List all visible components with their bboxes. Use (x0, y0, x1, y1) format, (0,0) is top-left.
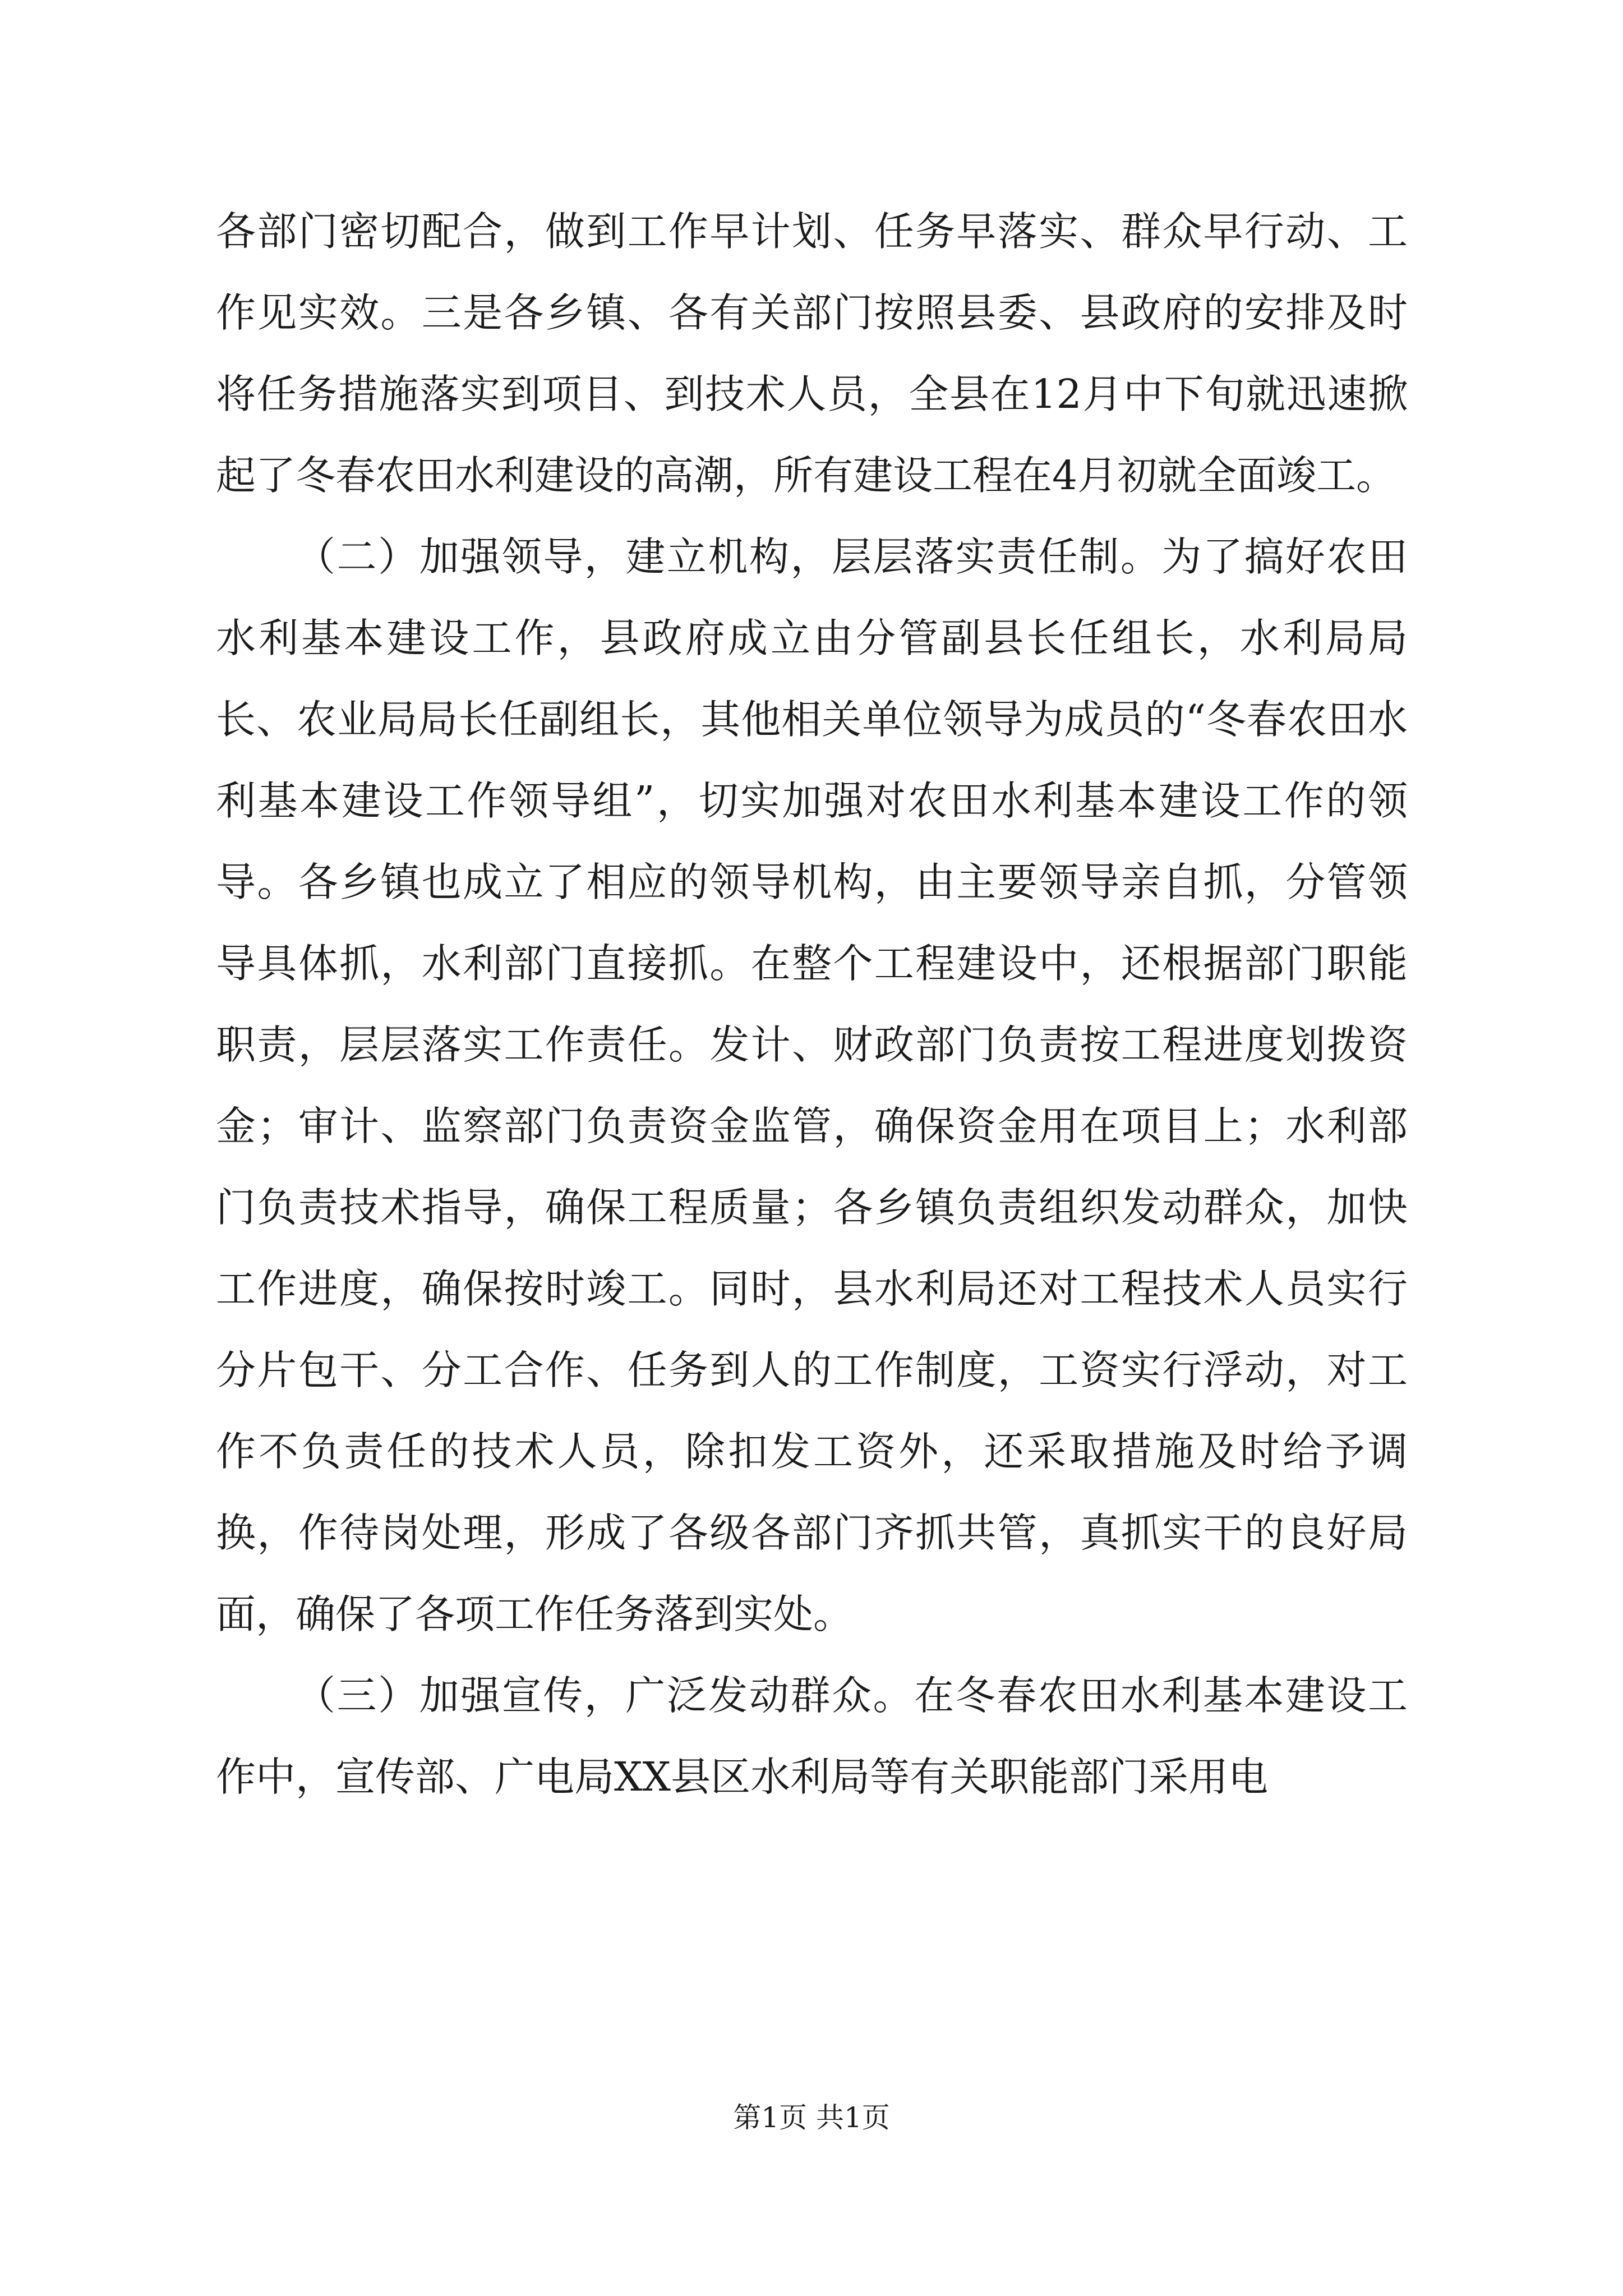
page-number: 第1页 共1页 (733, 2101, 890, 2134)
paragraph-section-three: （三）加强宣传，广泛发动群众。在冬春农田水利基本建设工作中，宣传部、广电局XX县区水利局等有关职能部门采用电 (216, 1672, 1408, 1800)
paragraph-continuation: 各部门密切配合，做到工作早计划、任务早落实、群众早行动、工作见实效。三是各乡镇、各有关部门按照县委、县政府的安排及时将任务措施落实到项目、到技术人员，全县在12月中下旬就迅速掀起了冬春农田水利建设的高潮，所有建设工程在4月初就全面竣工。 (216, 208, 1408, 499)
paragraph-section-two: （二）加强领导，建立机构，层层落实责任制。为了搞好农田水利基本建设工作，县政府成立由分管副县长任组长，水利局局长、农业局局长任副组长，其他相关单位领导为成员的“冬春农田水利基本建设工作领导组”，切实加强对农田水利基本建设工作的领导。各乡镇也成立了相应的领导机构，由主要领导亲自抓，分管领导具体抓，水利部门直接抓。在整个工程建设中，还根据部门职能职责，层层落实工作责任。发计、财政部门负责按工程进度划拨资金；审计、监察部门负责资金监管，确保资金用在项目上；水利部门负责技术指导，确保工程质量；各乡镇负责组织发动群众，加快工作进度，确保按时竣工。同时，县水利局还对工程技术人员实行分片包干、分工合作、任务到人的工作制度，工资实行浮动，对工作不负责任的技术人员，除扣发工资外，还采取措施及时给予调换，作待岗处理，形成了各级各部门齐抓共管，真抓实干的良好局面，确保了各项工作任务落到实处。 (216, 533, 1408, 1637)
page-footer (0, 2098, 1623, 2137)
document-body (216, 191, 1408, 1818)
